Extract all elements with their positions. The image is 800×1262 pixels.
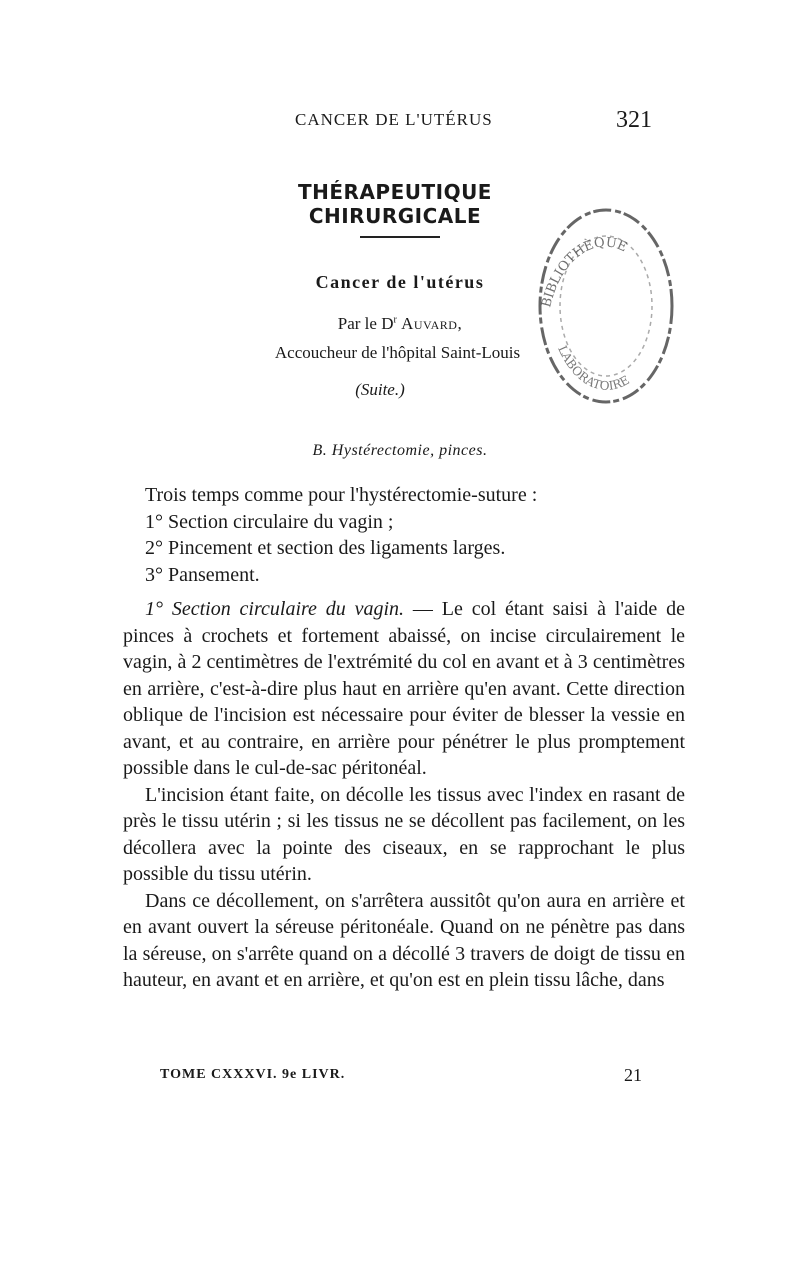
list-item: 1° Section circulaire du vagin ; [145,510,394,533]
paragraph-lead: 1° Section circulaire du vagin. [145,598,405,620]
paragraph: Dans ce décollement, on s'arrêtera aussitôt qu'on aura en arrière et en avant ouvert la séreuse péritonéale. Quand on ne pénètre pas dans la séreuse, on s'arrête quand on a décollé 3 travers de doigt de tissu en hauteur, en avant et en arrière, et qu'on est en plein tissu lâche, dans [123,889,685,991]
list-item: 2° Pincement et section des ligaments larges. [145,537,506,559]
paragraph-text: — Le col étant saisi à l'aide de pinces à crochets et fortement abaissé, on incise circulairement le vagin, à 2 centimètres de l'extrémité du col en avant et à 3 centimètres en arrière, c'est-à-dire plus haut en arrière qu'en avant. Cette direction oblique de l'incision est nécessaire pour éviter de blesser la vessie en avant, et au contraire, en arrière pour pénétrer le plus promptement possible dans le cul-de-sac péritonéal. [123,598,685,779]
continued-text: (Suite.) [355,380,405,399]
running-head-title: CANCER DE L'UTÉRUS [295,110,493,129]
library-stamp [528,198,680,406]
intro-line: Trois temps comme pour l'hystérectomie-suture : [145,484,538,506]
page-number: 321 [616,107,652,133]
footer-signature: TOME CXXXVI. 9e LIVR. [160,1067,346,1082]
page-footer [0,1067,800,1091]
stamp-text-top: BIBLIOTHÈQUE [539,235,630,309]
byline-sup: r [393,314,397,326]
byline-prefix: Par le D [337,314,394,333]
list-item: 3° Pansement. [145,563,260,586]
running-head [0,107,800,140]
title-rule [360,236,440,238]
continued-note [320,380,440,400]
section-title: THÉRAPEUTIQUE CHIRURGICALE [298,180,492,228]
author-name: Auvard, [401,314,463,333]
paragraph: L'incision étant faite, on décolle les tissus avec l'index en rasant de près le tissu utérin ; si les tissus ne se décollent pas facilement, on les décollera avec la pointe des ciseaux, en se rapprochant le plus possible du tissu utérin. [123,783,685,885]
body-text [123,482,685,994]
author-affiliation: Accoucheur de l'hôpital Saint-Louis [274,343,521,362]
subsection-text: B. Hystérectomie, pinces. [312,442,488,459]
byline [250,314,550,334]
paragraph [123,596,685,782]
article-title: Cancer de l'utérus [315,272,485,292]
footer-number: 21 [624,1065,642,1085]
stamp-text-bottom: LABORATOIRE [555,343,632,394]
subsection-heading [220,442,580,460]
